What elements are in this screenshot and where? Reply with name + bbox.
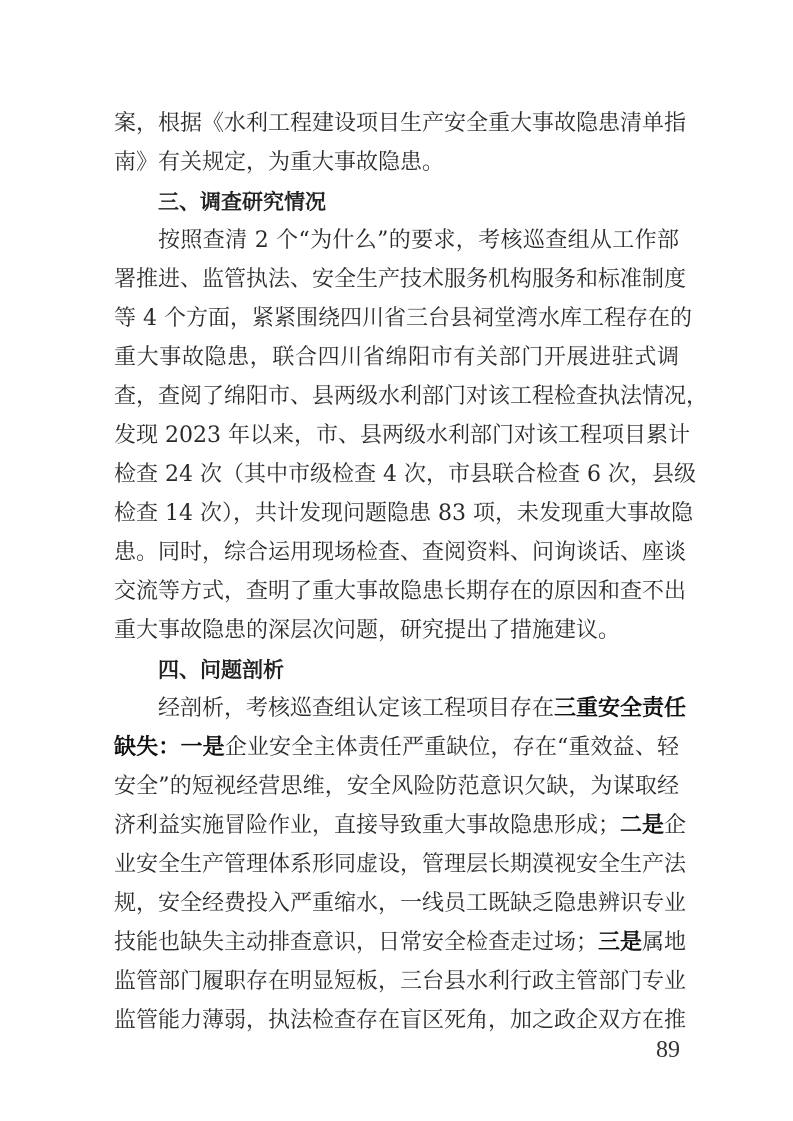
text-run: 企业安全主体责任严重缺位，存在“重效益、轻 — [224, 735, 679, 760]
paragraph-line: 重大事故隐患的深层次问题，研究提出了措施建议。 — [114, 618, 621, 643]
paragraph-line: 监管部门履职存在明显短板，三台县水利行政主管部门专业 — [114, 969, 687, 994]
paragraph-line: 重大事故隐患，联合四川省绵阳市有关部门开展进驻式调 — [114, 345, 679, 370]
section-heading-4: 四、问题剖析 — [158, 658, 284, 682]
paragraph-line: 安全”的短视经营思维，安全风险防范意识欠缺，为谋取经 — [114, 774, 679, 799]
paragraph-line: 等 4 个方面，紧紧围绕四川省三台县祠堂湾水库工程存在的 — [114, 306, 692, 331]
paragraph-line: 查，查阅了绵阳市、县两级水利部门对该工程检查执法情况， — [114, 384, 709, 409]
bold-text-run: 缺失：一是 — [114, 735, 225, 760]
text-run: 技能也缺失主动排查意识，日常安全检查走过场； — [114, 930, 599, 955]
paragraph-line: 署推进、监管执法、安全生产技术服务机构服务和标准制度 — [114, 267, 687, 292]
paragraph-line: 患。同时，综合运用现场检查、查阅资料、问询谈话、座谈 — [114, 540, 687, 565]
bold-text-run: 二是 — [620, 813, 665, 838]
paragraph-line: 检查 24 次（其中市级检查 4 次，市县联合检查 6 次，县级 — [114, 462, 696, 487]
paragraph-line: 检查 14 次），共计发现问题隐患 83 项，未发现重大事故隐 — [114, 501, 693, 526]
section-heading-3: 三、调查研究情况 — [158, 190, 326, 214]
paragraph-line: 案，根据《水利工程建设项目生产安全重大事故隐患清单指 — [114, 111, 687, 136]
paragraph-line — [158, 689, 687, 729]
paragraph-line: 发现 2023 年以来，市、县两级水利部门对该工程项目累计 — [114, 423, 690, 448]
paragraph-line — [114, 806, 687, 846]
text-run: 企 — [664, 813, 687, 838]
page-number: 89 — [656, 1037, 680, 1063]
paragraph-line — [114, 923, 687, 963]
bold-text-run: 三重安全责任 — [554, 696, 687, 721]
text-run: 济利益实施冒险作业，直接导致重大事故隐患形成； — [114, 813, 621, 838]
paragraph-line: 规，安全经费投入严重缩水，一线员工既缺乏隐患辨识专业 — [114, 891, 687, 916]
paragraph-line: 南》有关规定，为重大事故隐患。 — [114, 150, 445, 175]
paragraph-line — [114, 728, 679, 768]
text-run: 经剖析，考核巡查组认定该工程项目存在 — [158, 696, 555, 721]
paragraph-line: 按照查清 2 个“为什么”的要求，考核巡查组从工作部 — [158, 228, 679, 253]
bold-text-run: 三是 — [598, 930, 643, 955]
paragraph-line: 交流等方式，查明了重大事故隐患长期存在的原因和查不出 — [114, 579, 687, 604]
text-run: 属地 — [642, 930, 687, 955]
paragraph-line: 监管能力薄弱，执法检查存在盲区死角，加之政企双方在推 — [114, 1008, 687, 1033]
paragraph-line: 业安全生产管理体系形同虚设，管理层长期漠视安全生产法 — [114, 852, 687, 877]
